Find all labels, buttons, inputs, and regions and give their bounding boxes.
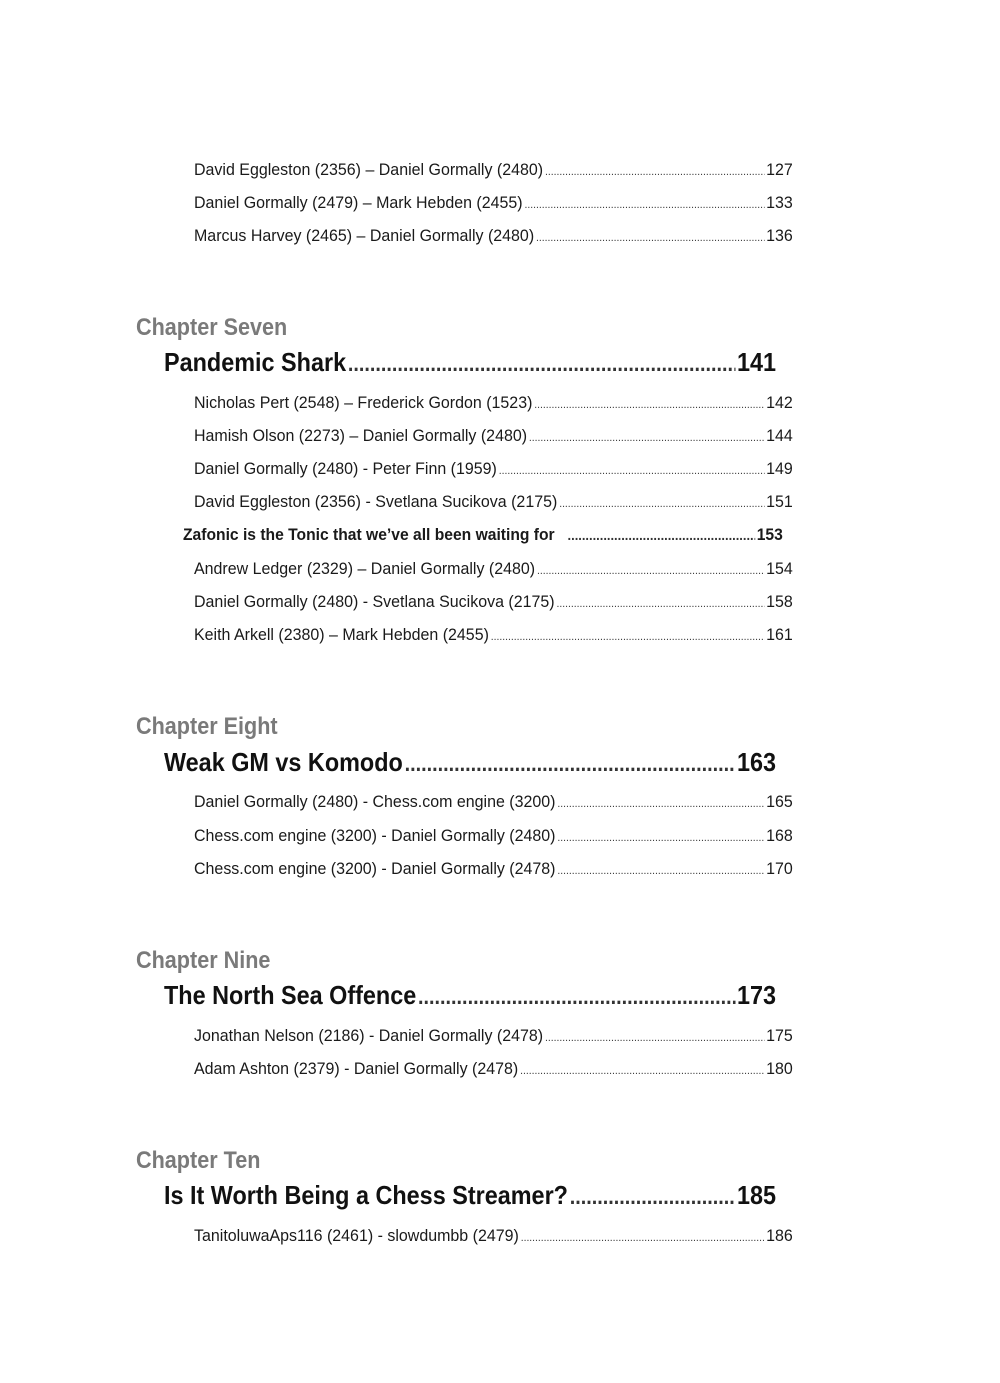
toc-section-entry[interactable] [183, 525, 783, 549]
dot-leader [520, 1065, 764, 1077]
dot-leader [529, 432, 764, 444]
chapter-label: Chapter Seven [136, 314, 288, 341]
dot-leader [521, 1232, 765, 1244]
toc-entry-page: 151 [766, 492, 793, 511]
toc-entry[interactable] [194, 160, 793, 182]
toc-entry-text: Chess.com engine (3200) - Daniel Gormally (2478) [194, 859, 556, 878]
dot-leader [536, 232, 764, 244]
toc-entry-page: 154 [766, 559, 793, 578]
toc-entry[interactable] [194, 492, 793, 514]
dot-leader [545, 1032, 764, 1044]
chapter-title-entry[interactable] [164, 347, 776, 381]
toc-entry[interactable] [194, 826, 793, 848]
toc-entry-text: Daniel Gormally (2480) - Chess.com engine (3200) [194, 792, 556, 811]
toc-entry-page: 168 [766, 826, 793, 845]
toc-entry-page: 149 [766, 459, 793, 478]
chapter-label: Chapter Ten [136, 1147, 261, 1174]
toc-entry[interactable] [194, 1026, 793, 1048]
dot-leader [348, 351, 735, 377]
toc-entry-text: David Eggleston (2356) – Daniel Gormally (2480) [194, 160, 544, 179]
chapter-title-entry[interactable] [164, 980, 776, 1014]
dot-leader [568, 527, 755, 543]
chapter-title: Is It Worth Being a Chess Streamer? [164, 1180, 568, 1210]
toc-entry-page: 153 [756, 525, 783, 544]
toc-entry[interactable] [194, 426, 793, 448]
toc-entry-page: 136 [766, 226, 793, 245]
toc-entry-page: 144 [766, 426, 793, 445]
toc-entry-text: Chess.com engine (3200) - Daniel Gormally (2480) [194, 826, 556, 845]
chapter-page: 185 [736, 1180, 776, 1210]
toc-entry-text: Daniel Gormally (2480) - Svetlana Sucikova (2175) [194, 592, 555, 611]
dot-leader [499, 465, 764, 477]
toc-entry[interactable] [194, 625, 793, 647]
chapter-label: Chapter Nine [136, 947, 271, 974]
dot-leader [559, 498, 764, 510]
toc-entry-page: 175 [766, 1026, 793, 1045]
toc-entry[interactable] [194, 226, 793, 248]
dot-leader [491, 631, 764, 643]
toc-entry[interactable] [194, 1059, 793, 1081]
dot-leader [545, 166, 764, 178]
chapter-label: Chapter Eight [136, 713, 278, 740]
toc-entry[interactable] [194, 459, 793, 481]
chapter-title: The North Sea Offence [164, 980, 417, 1010]
toc-entry-page: 127 [766, 160, 793, 179]
toc-entry-text: David Eggleston (2356) - Svetlana Sucikova (2175) [194, 492, 558, 511]
toc-entry[interactable] [194, 592, 793, 614]
toc-entry-page: 165 [766, 792, 793, 811]
toc-entry-text: Andrew Ledger (2329) – Daniel Gormally (2480) [194, 559, 536, 578]
toc-entry-text: Nicholas Pert (2548) – Frederick Gordon (1523) [194, 393, 533, 412]
dot-leader [557, 865, 764, 877]
toc-entry-text: Daniel Gormally (2479) – Mark Hebden (2455) [194, 193, 523, 212]
chapter-title: Pandemic Shark [164, 347, 347, 377]
dot-leader [534, 399, 764, 411]
chapter-page: 173 [736, 980, 776, 1010]
toc-entry-page: 161 [766, 625, 793, 644]
dot-leader [557, 832, 764, 844]
toc-entry-page: 158 [766, 592, 793, 611]
dot-leader [570, 1184, 735, 1210]
toc-entry[interactable] [194, 1226, 793, 1248]
toc-entry[interactable] [194, 559, 793, 581]
toc-entry-text: Marcus Harvey (2465) – Daniel Gormally (2480) [194, 226, 535, 245]
toc-entry[interactable] [194, 859, 793, 881]
toc-entry-page: 170 [766, 859, 793, 878]
dot-leader [557, 798, 764, 810]
toc-entry-text: Hamish Olson (2273) – Daniel Gormally (2480) [194, 426, 528, 445]
toc-entry[interactable] [194, 393, 793, 415]
dot-leader [405, 751, 736, 777]
toc-entry-page: 142 [766, 393, 793, 412]
chapter-page: 163 [736, 747, 776, 777]
chapter-title: Weak GM vs Komodo [164, 747, 403, 777]
dot-leader [537, 565, 764, 577]
toc-entry-text: Jonathan Nelson (2186) - Daniel Gormally (2478) [194, 1026, 544, 1045]
toc-entry[interactable] [194, 792, 793, 814]
dot-leader [418, 984, 735, 1010]
toc-entry-text: TanitoluwaAps116 (2461) - slowdumbb (2479) [194, 1226, 519, 1245]
chapter-page: 141 [736, 347, 776, 377]
chapter-title-entry[interactable] [164, 1180, 776, 1214]
toc-section-text: Zafonic is the Tonic that we’ve all been waiting for [183, 525, 555, 544]
dot-leader [525, 199, 765, 211]
chapter-title-entry[interactable] [164, 747, 776, 781]
toc-entry-text: Adam Ashton (2379) - Daniel Gormally (2478) [194, 1059, 519, 1078]
toc-entry-page: 133 [766, 193, 793, 212]
toc-entry-text: Daniel Gormally (2480) - Peter Finn (1959) [194, 459, 497, 478]
toc-entry-page: 186 [766, 1226, 793, 1245]
toc-entry-text: Keith Arkell (2380) – Mark Hebden (2455) [194, 625, 489, 644]
dot-leader [556, 598, 764, 610]
toc-entry[interactable] [194, 193, 793, 215]
toc-entry-page: 180 [766, 1059, 793, 1078]
